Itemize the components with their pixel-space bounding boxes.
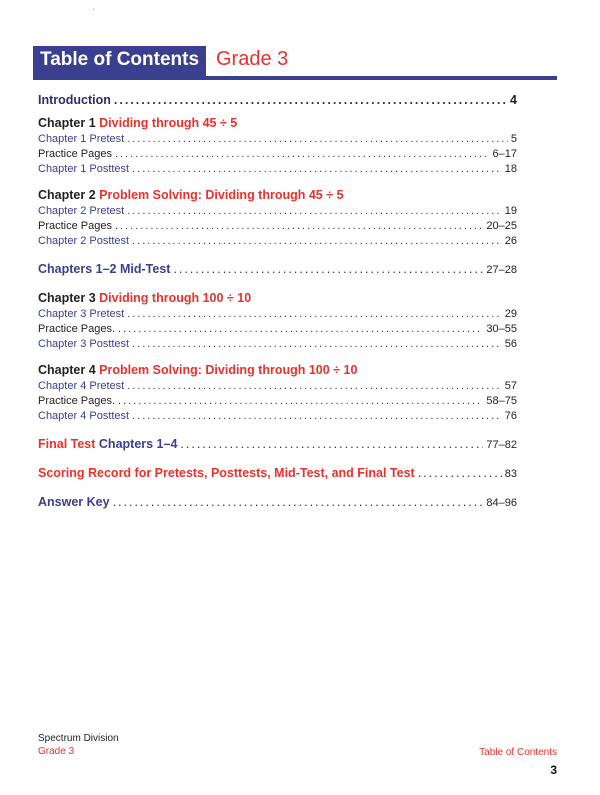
toc-page: 5 xyxy=(510,133,517,145)
toc-label: Chapter 4 Posttest xyxy=(38,410,130,422)
toc-page: 76 xyxy=(504,410,517,422)
chapter-3-heading xyxy=(38,290,517,307)
leader-dots xyxy=(418,465,502,482)
toc-label xyxy=(38,436,177,453)
toc-entry-chapter-1-practice xyxy=(38,147,517,162)
chapter-2-heading xyxy=(38,187,517,204)
toc-page: 77–82 xyxy=(486,439,517,451)
toc-entry-chapter-4-posttest xyxy=(38,409,517,424)
chapter-title: Dividing through 45 ÷ 5 xyxy=(99,116,238,130)
chapter-prefix: Chapter 1 xyxy=(38,116,96,130)
final-test-label: Final Test xyxy=(38,437,96,451)
footer-series: Spectrum Division xyxy=(38,733,119,744)
toc-entry-scoring-record xyxy=(38,465,517,482)
toc-label: Practice Pages. xyxy=(38,395,116,407)
toc-label: Chapter 3 Posttest xyxy=(38,338,130,350)
toc-page: 29 xyxy=(504,308,517,320)
toc-label: Answer Key xyxy=(38,495,110,509)
leader-dots xyxy=(180,436,483,453)
chapter-title: Problem Solving: Dividing through 45 ÷ 5 xyxy=(99,188,344,202)
toc-entry-midtest xyxy=(38,261,517,278)
page-number: 3 xyxy=(550,763,557,777)
toc-entry-chapter-2-posttest xyxy=(38,234,517,249)
toc-label: Chapter 2 Pretest xyxy=(38,205,125,217)
toc-label: Chapter 2 Posttest xyxy=(38,235,130,247)
toc-page: 84–96 xyxy=(486,497,517,509)
toc-entry-chapter-1-posttest xyxy=(38,162,517,177)
leader-dots xyxy=(132,409,502,424)
toc-label: Chapter 4 Pretest xyxy=(38,380,125,392)
leader-dots xyxy=(118,394,483,409)
chapter-prefix: Chapter 4 xyxy=(38,363,96,377)
toc-entry-answer-key xyxy=(38,494,517,511)
leader-dots xyxy=(132,337,502,352)
footer-section: Table of Contents xyxy=(479,747,557,758)
page-header xyxy=(33,46,557,84)
final-test-chapters: Chapters 1–4 xyxy=(98,437,178,451)
leader-dots xyxy=(127,379,502,394)
toc-label: Chapter 1 Pretest xyxy=(38,133,125,145)
leader-dots xyxy=(115,219,483,234)
chapter-1-heading xyxy=(38,115,517,132)
grade-label: Grade 3 xyxy=(216,48,289,70)
toc-label: Chapter 3 Pretest xyxy=(38,308,125,320)
leader-dots xyxy=(115,147,490,162)
leader-dots xyxy=(173,261,483,278)
toc-entry-chapter-1-pretest xyxy=(38,132,517,147)
leader-dots xyxy=(127,204,502,219)
toc-entry-chapter-4-pretest xyxy=(38,379,517,394)
toc-page: 57 xyxy=(504,380,517,392)
toc-entry-chapter-3-practice xyxy=(38,322,517,337)
footer-right xyxy=(479,746,557,777)
toc-label: Scoring Record for Pretests, Posttests, Mid-Test, and Final Test xyxy=(38,466,415,480)
chapter-prefix: Chapter 3 xyxy=(38,291,96,305)
toc-entry-chapter-4-practice xyxy=(38,394,517,409)
footer-left xyxy=(38,732,119,758)
toc-label: Practice Pages. xyxy=(38,323,116,335)
chapter-prefix: Chapter 2 xyxy=(38,188,96,202)
leader-dots xyxy=(113,494,484,511)
toc-page: 26 xyxy=(504,235,517,247)
leader-dots xyxy=(118,322,483,337)
toc-page: 56 xyxy=(504,338,517,350)
chapter-4-heading xyxy=(38,362,517,379)
toc-entry-chapter-2-practice xyxy=(38,219,517,234)
header-rule xyxy=(33,76,557,80)
toc-page: 6–17 xyxy=(492,148,517,160)
toc-page: 58–75 xyxy=(486,395,517,407)
leader-dots xyxy=(127,307,502,322)
page-title: Table of Contents xyxy=(33,46,206,77)
leader-dots xyxy=(132,234,502,249)
toc-page: 83 xyxy=(504,468,517,480)
toc-label: Introduction xyxy=(38,93,111,107)
leader-dots xyxy=(127,132,508,147)
table-of-contents xyxy=(38,92,517,511)
toc-entry-final-test xyxy=(38,436,517,453)
leader-dots xyxy=(132,162,502,177)
toc-entry-chapter-3-pretest xyxy=(38,307,517,322)
toc-label: Chapters 1–2 Mid-Test xyxy=(38,262,171,276)
toc-label: Practice Pages xyxy=(38,148,112,160)
chapter-title: Problem Solving: Dividing through 100 ÷ 10 xyxy=(99,363,358,377)
toc-label: Chapter 1 Posttest xyxy=(38,163,130,175)
toc-page: 27–28 xyxy=(486,264,517,276)
leader-dots xyxy=(114,92,507,109)
print-mark xyxy=(93,9,94,10)
toc-label: Practice Pages xyxy=(38,220,112,232)
toc-entry-chapter-3-posttest xyxy=(38,337,517,352)
toc-entry-chapter-2-pretest xyxy=(38,204,517,219)
footer-grade: Grade 3 xyxy=(38,746,75,757)
toc-entry-introduction xyxy=(38,92,517,109)
toc-page: 30–55 xyxy=(486,323,517,335)
toc-page: 19 xyxy=(504,205,517,217)
chapter-title: Dividing through 100 ÷ 10 xyxy=(99,291,252,305)
toc-page: 20–25 xyxy=(486,220,517,232)
toc-page: 4 xyxy=(510,93,517,107)
toc-page: 18 xyxy=(504,163,517,175)
